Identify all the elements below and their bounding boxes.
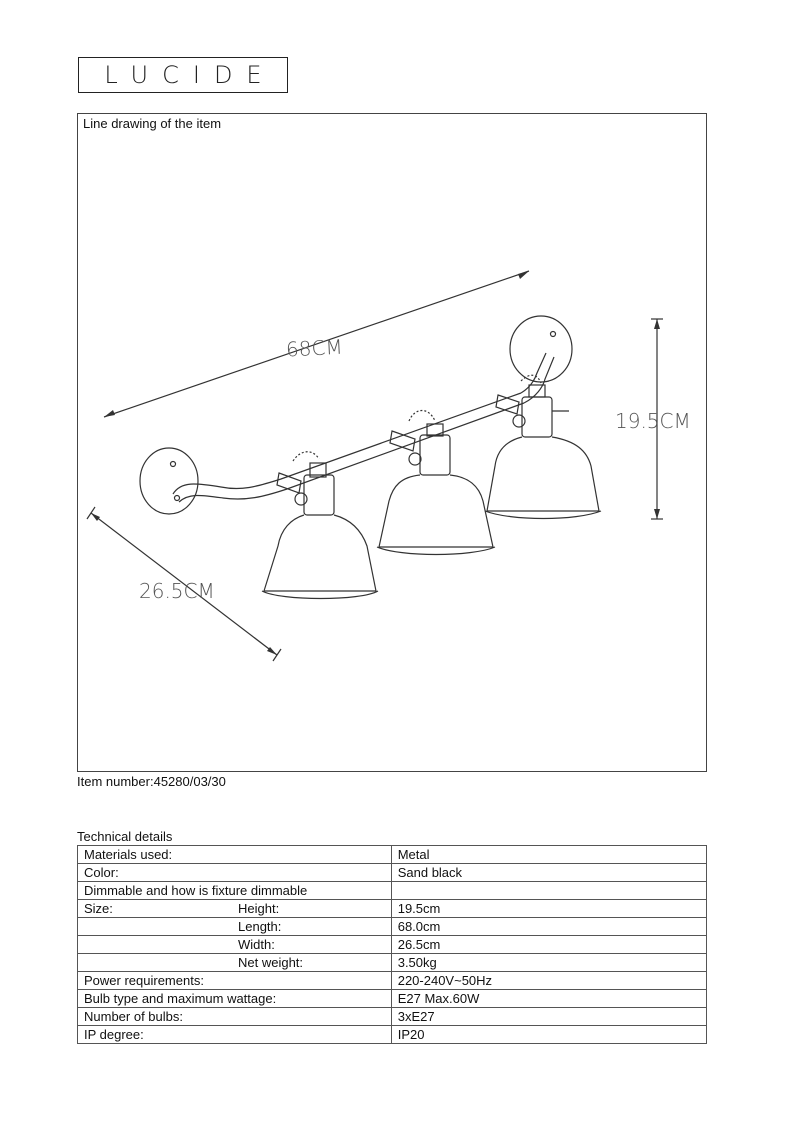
spec-row [78, 864, 707, 882]
spec-value: Sand black [391, 864, 706, 882]
spec-row [78, 918, 707, 936]
spec-row [78, 900, 707, 918]
wall-plate-right [510, 316, 572, 382]
line-drawing-panel [77, 113, 707, 772]
spec-label: Color: [84, 865, 119, 880]
width-dimension-label: 26.5CM [139, 579, 215, 603]
spec-value: 220-240V~50Hz [391, 972, 706, 990]
spec-value: 3.50kg [391, 954, 706, 972]
spec-value [391, 882, 706, 900]
spec-label: IP degree: [84, 1027, 144, 1042]
length-dimension [104, 271, 529, 417]
spec-value: IP20 [391, 1026, 706, 1044]
spec-label-cell [78, 1026, 392, 1044]
lamp-arm [173, 353, 554, 502]
length-dimension-label: 68CM [285, 334, 344, 362]
spec-label-cell [78, 882, 392, 900]
lamp-shade-middle [377, 411, 495, 555]
brand-logo [78, 57, 288, 93]
item-number: Item number:45280/03/30 [77, 774, 226, 789]
lamp-shade-right [485, 375, 601, 518]
drawing-title: Line drawing of the item [83, 116, 222, 131]
brand-logo-text: LUCIDE [104, 61, 276, 89]
spec-label-cell [78, 954, 392, 972]
spec-sub-label: Height: [238, 901, 280, 916]
spec-value: Metal [391, 846, 706, 864]
spec-label: Size: [84, 901, 113, 916]
lamp-shade-left [262, 452, 378, 599]
spec-sub-label: Length: [238, 919, 282, 934]
width-dimension [87, 507, 281, 661]
height-dimension-label: 19.5CM [615, 409, 691, 433]
spec-row [78, 882, 707, 900]
spec-label: Power requirements: [84, 973, 204, 988]
spec-row [78, 1026, 707, 1044]
technical-details-title: Technical details [77, 829, 173, 844]
spec-label-cell [78, 936, 392, 954]
spec-row [78, 954, 707, 972]
spec-label-cell [78, 1008, 392, 1026]
spec-label-cell [78, 846, 392, 864]
wall-plate-left [140, 448, 198, 514]
spec-value: 26.5cm [391, 936, 706, 954]
spec-label-cell [78, 990, 392, 1008]
spec-label: Bulb type and maximum wattage: [84, 991, 277, 1006]
spec-label: Materials used: [84, 847, 173, 862]
lamp-line-drawing [78, 114, 708, 773]
spec-row [78, 1008, 707, 1026]
spec-value: E27 Max.60W [391, 990, 706, 1008]
height-dimension [615, 319, 691, 519]
technical-details-table [77, 845, 707, 1044]
spec-sub-label: Net weight: [238, 955, 304, 970]
spec-row [78, 936, 707, 954]
spec-label-cell [78, 864, 392, 882]
spec-sub-label: Width: [238, 937, 275, 952]
spec-label-cell [78, 918, 392, 936]
spec-row [78, 990, 707, 1008]
spec-value: 19.5cm [391, 900, 706, 918]
spec-value: 68.0cm [391, 918, 706, 936]
spec-value: 3xE27 [391, 1008, 706, 1026]
spec-label: Dimmable and how is fixture dimmable [84, 883, 308, 898]
spec-label-cell [78, 900, 392, 918]
spec-label-cell [78, 972, 392, 990]
spec-row [78, 846, 707, 864]
spec-row [78, 972, 707, 990]
spec-label: Number of bulbs: [84, 1009, 183, 1024]
